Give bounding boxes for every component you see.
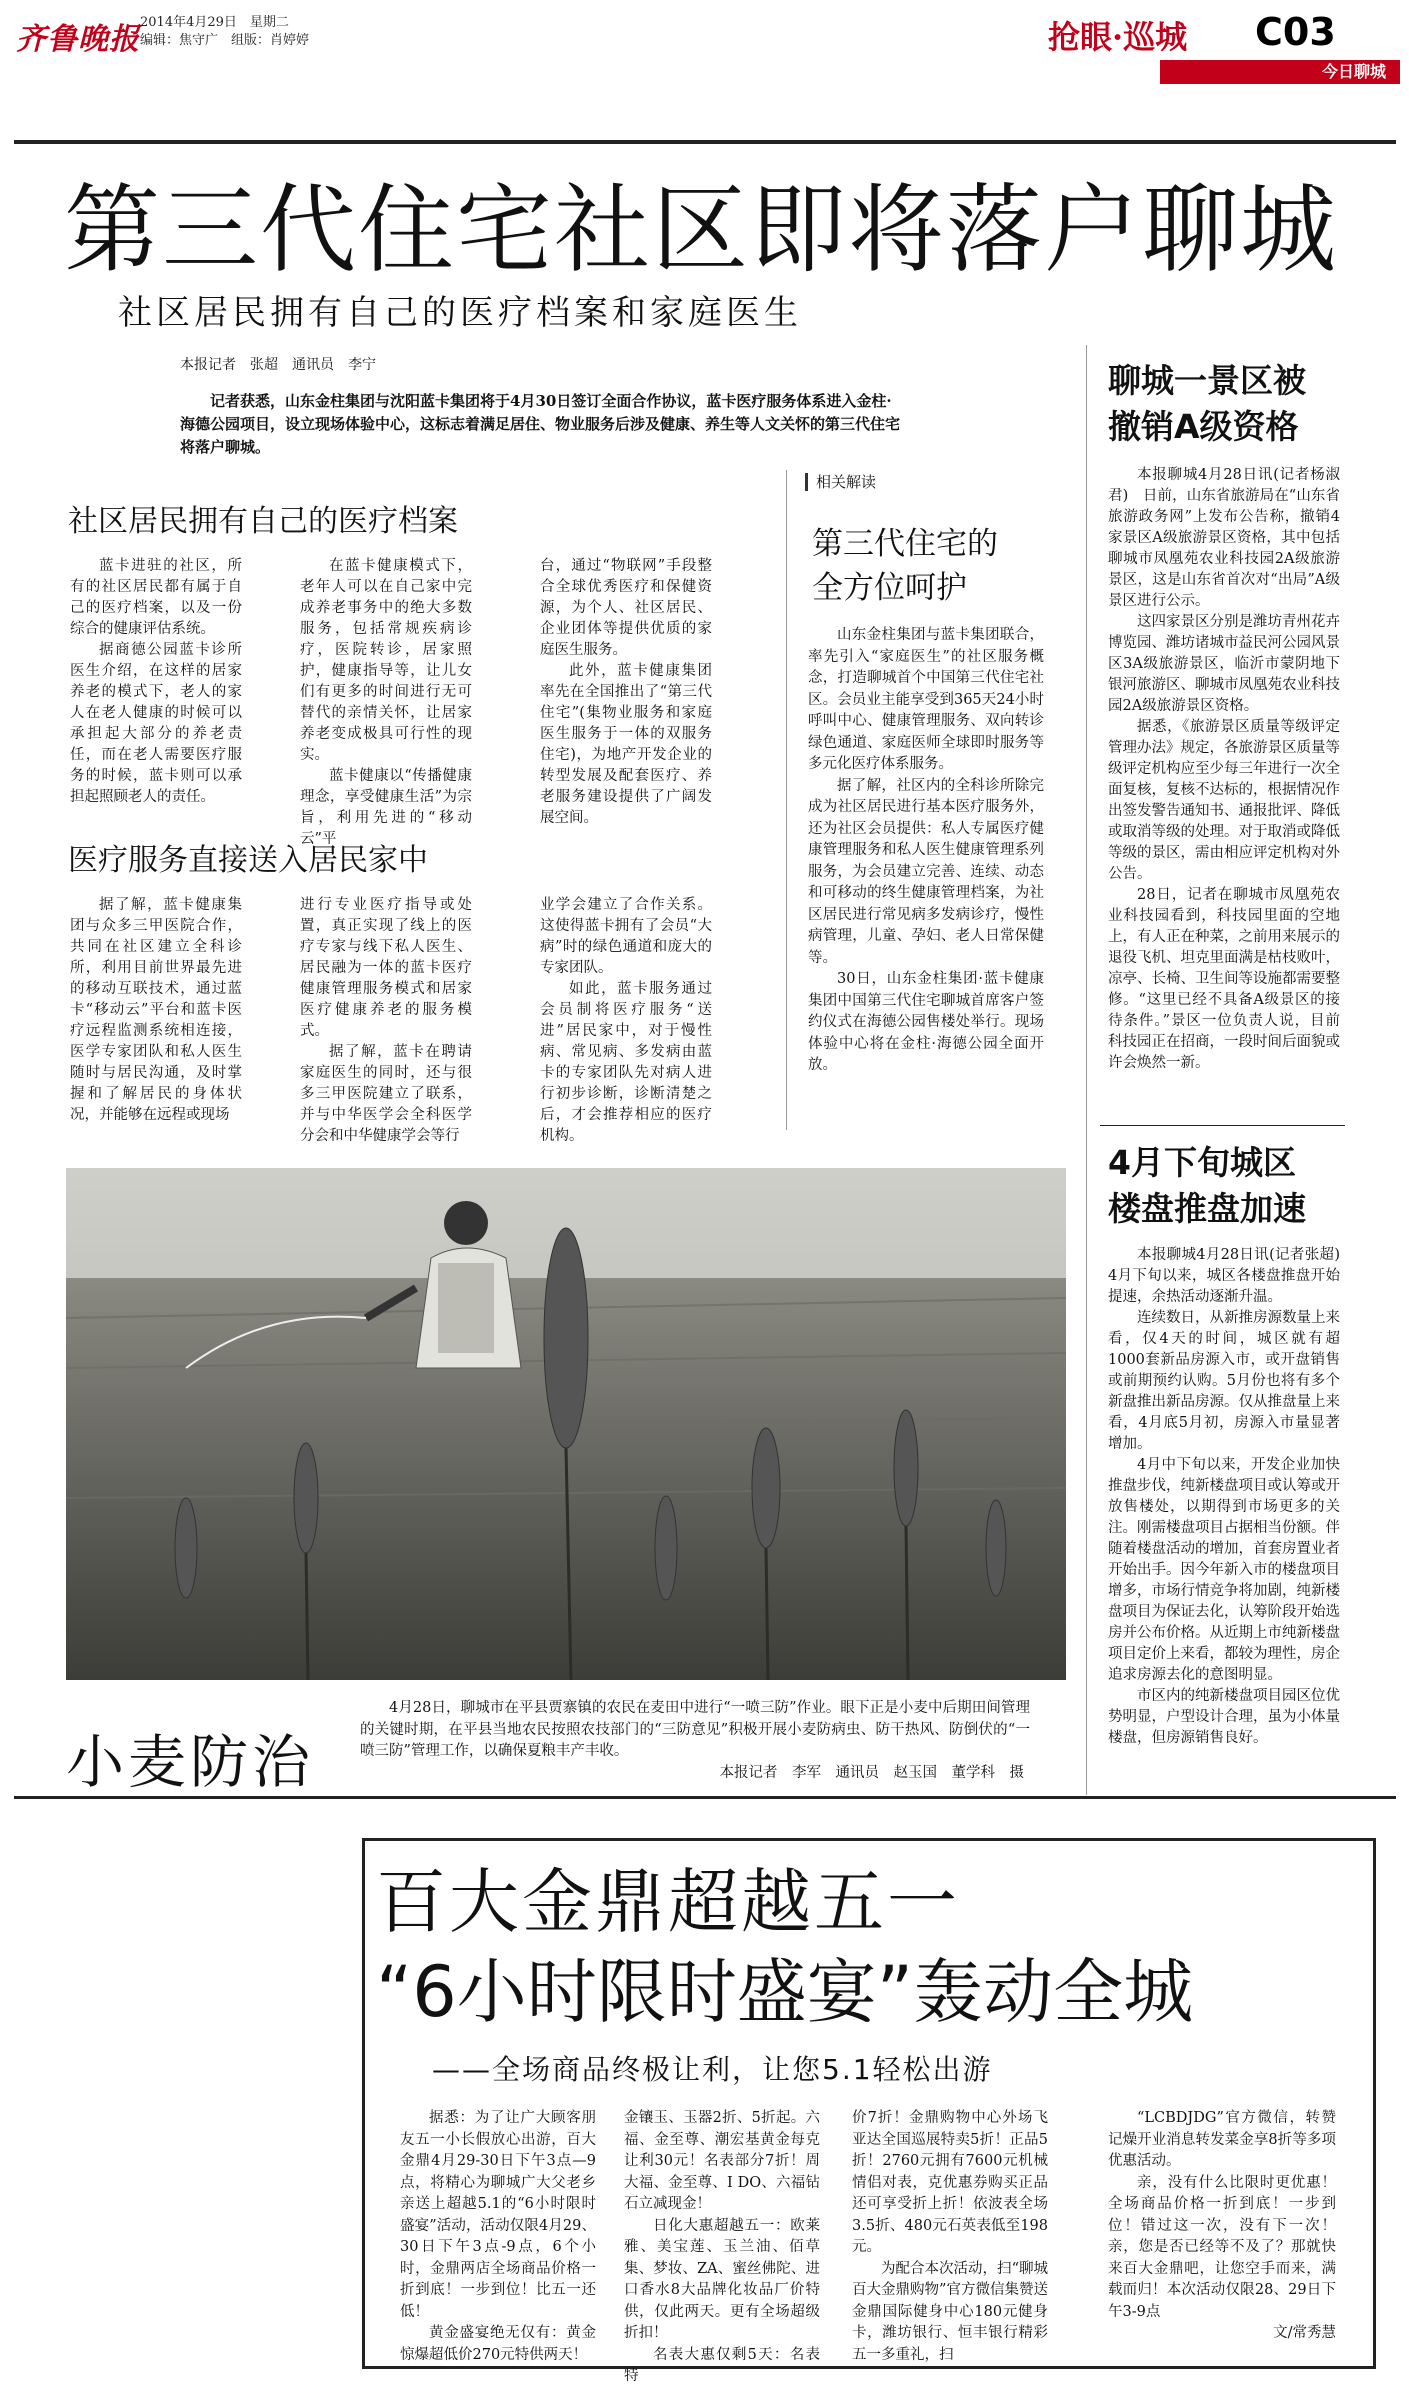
ad-column: 价7折！金鼎购物中心外场飞亚达全国巡展特卖5折！正品5折！2760元拥有7600元机械情侣对表，克优惠券购买正品还可享受折上折！依波表全场3.5折、480元石英表低至198元。 为配合本次活动，扫“聊城百大金鼎购物”官方微信集赞送金鼎国际健身中心180元健身卡，潍坊银行、恒丰银行精彩五一多重礼，扫 [852, 2110, 1048, 2363]
story-divider [1100, 1125, 1345, 1126]
photo-credit: 本报记者 李军 通讯员 赵玉国 董学科 摄 [719, 1764, 1024, 1781]
article-column: 业学会建立了合作关系。这使得蓝卡拥有了会员“大病”时的绿色通道和庞大的专家团队。 如此，蓝卡服务通过会员制将医疗服务“送进”居民家中，对于慢性病、常见病、多发病由蓝卡的专家团队先对病人进行初步诊断，诊断清楚之后，才会推荐相应的医疗机构。 [540, 897, 712, 1144]
story-body: 本报聊城4月28日讯(记者杨淑君) 日前，山东省旅游局在“山东省旅游政务网”上发布公告称，撤销4家景区A级旅游景区资格，其中包括聊城市凤凰苑农业科技园2A级旅游景区，这是山东省首次对“出局”A级景区进行公示。 这四家景区分别是潍坊青州花卉博览园、潍坊诸城市益民河公园风景区3A级旅游景区，临沂市蒙阴地下银河旅游区、聊城市凤凰苑农业科技园2A级旅游景区资格。 据悉，《旅游景区质量等级评定管理办法》规定，各旅游景区质量等级评定机构应至少每三年进行一次全面复核，复核不达标的，根据情况作出签发警告通知书、通报批评、降低或取消等级的处理。对于取消或降低等级的景区，需由相应评定机构对外公告。 28日，记者在聊城市凤凰苑农业科技园看到，科技园里面的空地上，有人正在种菜，之前用来展示的退役飞机、坦克里面满是枯枝败叶，凉亭、长椅、卫生间等设施都需要整修。“这里已经不具备A级景区的接待条件。”景区一位负责人说，目前科技园正在招商，一段时间后面貌或许会焕然一新。 [1108, 467, 1340, 1071]
ad-headline: 百大金鼎超越五一 [376, 1861, 960, 1943]
wheat-field-illustration [66, 1168, 1066, 1680]
article-column: 据了解，蓝卡健康集团与众多三甲医院合作，共同在社区建立全科诊所，利用目前世界最先进的移动互联技术，通过蓝卡“移动云”平台和蓝卡医疗远程监测系统相连接，医学专家团队和私人医生随时与居民沟通，及时掌握和了解居民的身体状况，并能够在远程或现场 [70, 897, 242, 1123]
wheat-field-photo [66, 1168, 1066, 1680]
sidebar-title: 第三代住宅的 全方位呵护 [812, 526, 998, 606]
article-column: 在蓝卡健康模式下，老年人可以在自己家中完成养老事务中的绝大多数服务，包括常规疾病诊疗，医院转诊，居家照护，健康指导等，让儿女们有更多的时间进行无可替代的亲情关怀，让居家养老变成极具可行性的现实。 蓝卡健康以“传播健康理念，享受健康生活”为宗旨，利用先进的“移动云”平 [300, 558, 472, 847]
section-name: 抢眼·巡城 [1048, 18, 1188, 56]
story-body: 本报聊城4月28日讯(记者张超) 4月下旬以来，城区各楼盘推盘开始提速，余热活动逐渐升温。 连续数日，从新推房源数量上来看，仅4天的时间，城区就有超1000套新品房源入市，或开盘销售或前期预约认购。5月份也将有多个新盘推出新品房源。仅从推盘量上来看，4月底5月初，房源入市量显著增加。 4月中下旬以来，开发企业加快推盘步伐，纯新楼盘项目或认筹或开放售楼处，以期得到市场更多的关注。刚需楼盘项目占据相当份额。伴随着楼盘活动的增加，首套房置业者开始出手。因今年新入市的楼盘项目增多，市场行情竞争将加剧，纯新楼盘项目为保证去化，认筹阶段开始选房并公布价格。从近期上市纯新楼盘项目定价上来看，都较为理性，房企追求房源去化的意图明显。 市区内的纯新楼盘项目园区位优势明显，户型设计合理，虽为小体量楼盘，但房源销售良好。 [1108, 1247, 1355, 1746]
ad-subheadline: ——全场商品终极让利，让您5.1轻松出游 [432, 2053, 993, 2086]
intro-paragraph: 记者获悉，山东金柱集团与沈阳蓝卡集团将于4月30日签订全面合作协议，蓝卡医疗服务体系进入金柱·海德公园项目，设立现场体验中心，这标志着满足居住、物业服务后涉及健康、养生等人文关怀的第三代住宅将落户聊城。 [180, 392, 901, 456]
page-number: C03 [1255, 10, 1336, 54]
main-subheadline: 社区居民拥有自己的医疗档案和家庭医生 [118, 293, 802, 333]
header-divider [14, 140, 1396, 144]
sidebar-body: 山东金柱集团与蓝卡集团联合，率先引入“家庭医生”的社区服务概念，打造聊城首个中国第三代住宅社区。会员业主能享受到365天24小时呼叫中心、健康管理服务、双向转诊绿色通道、家庭医师全球即时服务等多元化医疗体系服务。 据了解，社区内的全科诊所除完成为社区居民进行基本医疗服务外，还为社区会员提供：私人专属医疗健康管理服务和私人医生健康管理系列服务，为会员建立完善、连续、动态和可移动的终生健康管理档案，为社区居民进行常见病多发病诊疗，慢性病管理，儿童、孕妇、老人日常保健等。 30日，山东金柱集团·蓝卡健康集团中国第三代住宅聊城首席客户签约仪式在海德公园售楼处举行。现场体验中心将在金柱·海德公园全面开放。 [808, 627, 1044, 1073]
ad-column: 金镶玉、玉器2折、5折起。六福、金至尊、潮宏基黄金每克让利30元！名表部分7折！周大福、金至尊、I DO、六福钻石立减现金！ 日化大惠超越五一：欧莱雅、美宝莲、玉兰油、佰草集、梦妆、ZA、蜜丝佛陀、进口香水8大品牌化妆品厂价特供，仅此两天。更有全场超级折扣！ 名表大惠仅剩5天：名表特 [624, 2110, 820, 2384]
header-meta [140, 14, 309, 50]
column-divider [786, 470, 787, 1130]
photo-title: 小麦防治 [66, 1728, 315, 1796]
byline: 本报记者 张超 通讯员 李宁 [180, 357, 376, 373]
edition-tag: 今日聊城 [1160, 60, 1400, 84]
ad-headline: “6小时限时盛宴”轰动全城 [376, 1951, 1194, 2033]
article-column: 台，通过“物联网”手段整合全球优秀医疗和保健资源，为个人、社区居民、企业团体等提供优质的家庭医生服务。 此外，蓝卡健康集团率先在全国推出了“第三代住宅”(集物业服务和家庭医生服务于一体的双服务住宅)，为地产开发企业的转型发展及配套医疗、养老服务建设提供了广阔发展空间。 [540, 558, 712, 826]
ad-column: 据悉：为了让广大顾客朋友五一小长假放心出游，百大金鼎4月29-30日下午3点—9点，将精心为聊城广大父老乡亲送上超越5.1的“6小时限时盛宴”活动，活动仅限4月29、30日下午3点-9点，6个小时，金鼎两店全场商品价格一折到底！一步到位！比五一还低！ 黄金盛宴绝无仅有：黄金惊爆超低价270元特供两天！ [400, 2110, 596, 2363]
ad-column: “LCBDJDG”官方微信，转赞记燥开业消息转发菜金享8折等多项优惠活动。 亲，没有什么比限时更优惠！全场商品价格一折到底！一步到位！错过这一次，没有下一次！亲，您是否已经等不及了？那就快来百大金鼎吧，让您空手而来，满载而归！本次活动仅限28、29日下午3-9点 文/常秀慧 [1108, 2108, 1336, 2345]
section-title: 医疗服务直接送入居民家中 [68, 843, 428, 878]
column-divider [1086, 345, 1087, 1795]
related-label: 相关解读 [805, 473, 876, 491]
section-title: 社区居民拥有自己的医疗档案 [68, 504, 458, 539]
section-divider [14, 1796, 1396, 1799]
issue-date: 2014年4月29日 星期二 [140, 15, 289, 30]
editor-credits: 编辑：焦守广 组版：肖婷婷 [140, 33, 310, 48]
article-column: 进行专业医疗指导或处置，真正实现了线上的医疗专家与线下私人医生、居民融为一体的蓝卡医疗健康管理服务模式和居家医疗健康养老的服务模式。 据了解，蓝卡在聘请家庭医生的同时，还与很多三甲医院建立了联系，并与中华医学会全科医学分会和中华健康学会等行 [300, 897, 472, 1144]
article-column: 蓝卡进驻的社区，所有的社区居民都有属于自己的医疗档案，以及一份综合的健康评估系统。 据商德公园蓝卡诊所医生介绍，在这样的居家养老的模式下，老人的家人在老人健康的时候可以承担起大部分的养老责任，而在老人需要医疗服务的时候，蓝卡则可以承担起照顾老人的责任。 [70, 558, 242, 805]
main-headline: 第三代住宅社区即将落户聊城 [64, 174, 1338, 286]
ad-author: 文/常秀慧 [1273, 2325, 1336, 2341]
story-title: 聊城一景区被 撤销A级资格 [1108, 361, 1306, 446]
story-title: 4月下旬城区 楼盘推盘加速 [1108, 1143, 1306, 1228]
photo-caption: 4月28日，聊城市在平县贾寨镇的农民在麦田中进行“一喷三防”作业。眼下正是小麦中后期田间管理的关键时期，在平县当地农民按照农技部门的“三防意见”积极开展小麦防病虫、防干热风、防倒伏的“一喷三防”管理工作，以确保夏粮丰产丰收。 本报记者 李军 通讯员 赵玉国 董学科 摄 [360, 1698, 1030, 1784]
newspaper-logo: 齐鲁晚报 [16, 22, 140, 57]
